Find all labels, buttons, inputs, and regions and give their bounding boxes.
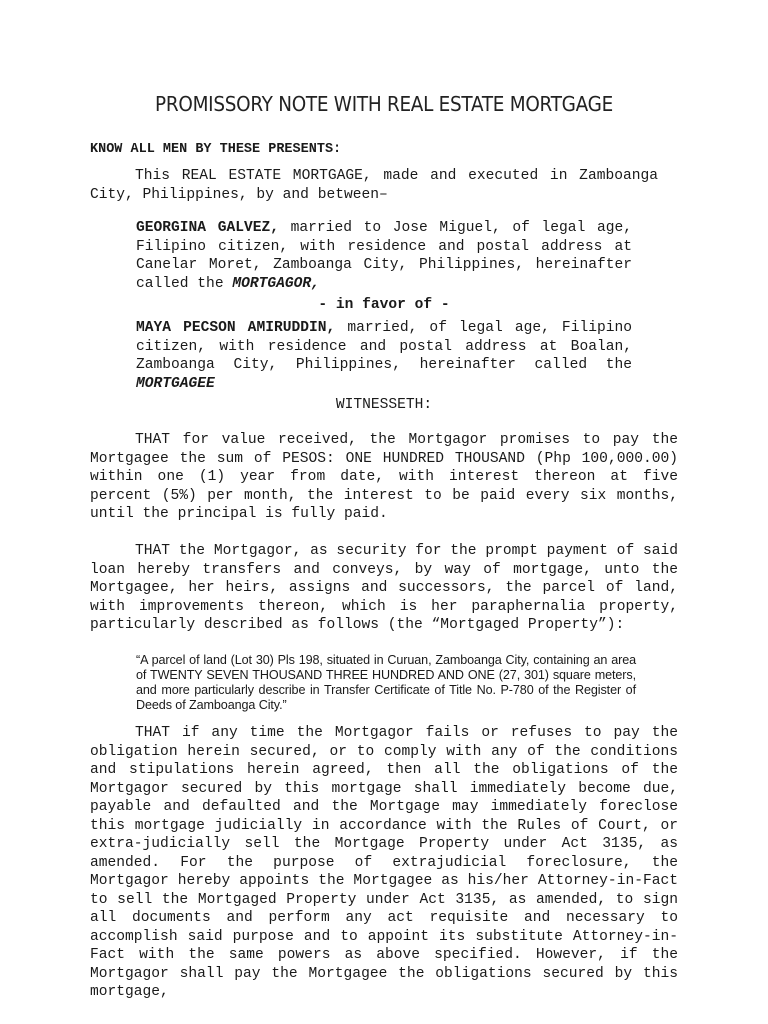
mortgagee-details: married, of legal age, Filipino citizen, with residence and postal address at Boalan, Zamboanga City, Philippines, hereinafter called the [136,320,632,373]
payment-terms-paragraph: THAT for value received, the Mortgagor promises to pay the Mortgagee the sum of PESOS: ONE HUNDRED THOUSAND (Php 100,000.00) within one (1) year from date, with interest thereon at five percent (5%) per month, the interest to be paid every six months, until the principal is fully paid. [90,432,678,522]
property-description-quote: “A parcel of land (Lot 30) Pls 198, situated in Curuan, Zamboanga City, containing an area of TWENTY SEVEN THOUSAND THREE HUNDRED AND ONE (27, 301) square meters, and more particularly describe in Transfer Certificate of Title No. P-780 of the Register of Deeds of Zamboanga City.” [136,653,636,712]
mortgagor-paragraph [136,219,632,293]
in-favor-of-heading: - in favor of - [318,297,450,313]
intro-heading: KNOW ALL MEN BY THESE PRESENTS: [90,142,342,157]
default-clause-paragraph: THAT if any time the Mortgagor fails or refuses to pay the obligation herein secured, or to comply with any of the conditions and stipulations herein agreed, then all the obligations of the Mortgagor secured by this mortgage shall immediately become due, payable and defaulted and the Mortgage may immediately foreclose this mortgage judicially in accordance with the Rules of Court, or extra-judicially sell the Mortgage Property under Act 3135, as amended. For the purpose of extrajudicial foreclosure, the Mortgagor hereby appoints the Mortgagee as his/her Attorney-in-Fact to sell the Mortgaged Property under Act 3135, as amended, to sign all documents and perform any act requisite and necessary to accomplish said purpose and to appoint its substitute Attorney-in-Fact with the same powers as above specified. However, if the Mortgagor shall pay the Mortgagee the obligations secured by this mortgage, [90,725,678,1000]
mortgagee-name: MAYA PECSON AMIRUDDIN, [136,320,336,336]
witnesseth-heading: WITNESSETH: [335,397,433,413]
mortgagor-name: GEORGINA GALVEZ, [136,220,280,236]
document-title: PROMISSORY NOTE WITH REAL ESTATE MORTGAGE [155,92,613,116]
opening-paragraph: This REAL ESTATE MORTGAGE, made and executed in Zamboanga City, Philippines, by and between– [90,168,658,203]
security-paragraph: THAT the Mortgagor, as security for the prompt payment of said loan hereby transfers and conveys, by way of mortgage, unto the Mortgagee, her heirs, assigns and successors, the parcel of land, with improvements thereon, which is her paraphernalia property, particularly described as follows (the “Mortgaged Property”): [90,543,678,633]
mortgagee-paragraph [136,319,632,393]
mortgagor-details: married to Jose Miguel, of legal age, Filipino citizen, with residence and postal address at Canelar Moret, Zamboanga City, Philippines, hereinafter called the [136,220,633,292]
mortgagor-role: MORTGAGOR, [232,275,320,292]
mortgagee-role: MORTGAGEE [136,375,215,392]
